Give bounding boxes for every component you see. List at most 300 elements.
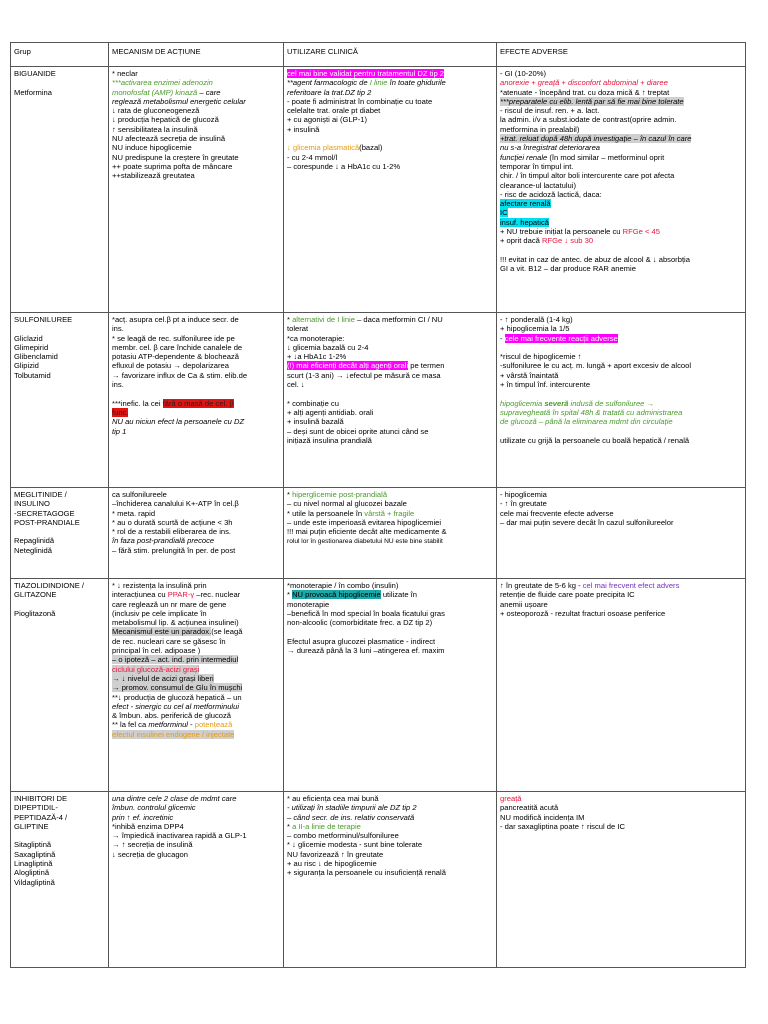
- text-segment: NU induce hipoglicemie: [112, 143, 192, 153]
- cell-line: [500, 255, 742, 264]
- adverse-effects-cell: [497, 313, 746, 488]
- cell-line: [112, 794, 280, 803]
- cell-line: [500, 324, 742, 333]
- header-row: [11, 43, 746, 67]
- text-segment: → promov. consumul de Glu în mușchi: [112, 683, 243, 693]
- cell-line: [112, 803, 280, 812]
- text-segment: scurt (1-3 ani) → ↓efectul pe măsură ce masa: [287, 370, 441, 380]
- text-segment: severă: [544, 398, 569, 408]
- cell-line: [287, 490, 493, 499]
- text-segment: Gliclazid: [14, 333, 43, 343]
- text-segment: * ↓ rezistența la insulină prin: [112, 581, 207, 590]
- cell-line: [500, 803, 742, 812]
- cell-line: [112, 527, 280, 536]
- text-segment: *acț. asupra cel.β pt a induce secr. de: [112, 315, 239, 324]
- text-segment: * au eficiența cea mai bună: [287, 794, 379, 803]
- text-segment: NU predispune la creștere în greutate: [112, 152, 239, 162]
- cell-line: [500, 134, 742, 143]
- cell-line: [112, 600, 280, 609]
- cell-line: [112, 546, 280, 555]
- text-segment: → ↓ nivelul de acizi grași liberi: [112, 673, 214, 683]
- cell-line: [500, 408, 742, 417]
- clinical-use-cell: [284, 579, 497, 792]
- cell-line: [287, 637, 493, 646]
- text-segment: GLITAZONE: [14, 590, 57, 600]
- text-segment: – care: [197, 87, 221, 97]
- cell-line: [112, 683, 280, 692]
- text-segment: Sitagliptină: [14, 840, 52, 850]
- cell-line: [500, 171, 742, 180]
- cell-line: [112, 78, 280, 87]
- cell-line: [500, 236, 742, 245]
- text-segment: -SECRETAGOGE: [14, 508, 75, 518]
- text-segment: INHIBITORI DE: [14, 794, 68, 803]
- cell-line: [500, 794, 742, 803]
- text-segment: * rol de a restabili eliberarea de ins.: [112, 527, 232, 537]
- cell-line: [500, 334, 742, 343]
- mechanism-cell: [109, 313, 284, 488]
- text-segment: ↓ rata de gluconeogeneză: [112, 106, 200, 116]
- drug-class-row: [11, 579, 746, 792]
- cell-line: [500, 600, 742, 609]
- cell-line: [500, 190, 742, 199]
- cell-line: [14, 868, 105, 877]
- cell-line: [14, 850, 105, 859]
- cell-line: [500, 97, 742, 106]
- text-segment: de rec. nucleari care se găsesc în: [112, 636, 226, 646]
- cell-line: [500, 499, 742, 508]
- cell-line: [287, 499, 493, 508]
- text-segment: ↓ glicemia plasmatică: [287, 143, 360, 153]
- text-segment: IC: [500, 208, 508, 218]
- text-segment: – dar mai puțin severe decât în cazul sulfonilureelor: [500, 517, 674, 527]
- cell-line: [500, 343, 742, 352]
- cell-line: [287, 115, 493, 124]
- text-segment: (bazal): [359, 143, 383, 153]
- text-segment: SULFONILUREE: [14, 315, 73, 324]
- cell-line: [500, 153, 742, 162]
- text-segment: una dintre cele 2 clase de mdmt care: [112, 794, 237, 803]
- text-segment: GI a vit. B12 – dar produce RAR anemie: [500, 264, 636, 274]
- cell-line: [287, 646, 493, 655]
- cell-line: [287, 518, 493, 527]
- cell-line: [500, 581, 742, 590]
- text-segment: + alți agenți antidiab. orali: [287, 407, 374, 417]
- text-segment: ↓ secreția de glucagon: [112, 849, 188, 859]
- text-segment: celelalte trat. orale pt diabet: [287, 106, 381, 116]
- text-segment: cele mai frecvente reacții adverse: [504, 333, 618, 343]
- text-segment: + cu agoniști ai (GLP-1): [287, 115, 367, 125]
- cell-line: [112, 618, 280, 627]
- cell-line: [112, 655, 280, 664]
- cell-line: [14, 581, 105, 590]
- cell-line: [112, 665, 280, 674]
- cell-line: [287, 794, 493, 803]
- text-segment: pe termen: [408, 361, 445, 371]
- text-segment: Metformina: [14, 87, 52, 97]
- text-segment: nu s-a înregistrat deteriorarea: [500, 143, 601, 153]
- cell-line: [287, 840, 493, 849]
- cell-line: [112, 850, 280, 859]
- cell-line: [14, 371, 105, 380]
- text-segment: utilizate cu grijă la persoanele cu boală hepatică / renală: [500, 435, 690, 445]
- cell-line: [500, 609, 742, 618]
- cell-line: [14, 334, 105, 343]
- cell-line: [500, 352, 742, 361]
- text-segment: PEPTIDAZĂ-4 /: [14, 812, 68, 822]
- text-segment: *: [287, 821, 293, 831]
- text-segment: – când secr. de ins. relativ conservată: [287, 812, 415, 822]
- cell-line: [287, 380, 493, 389]
- cell-line: [112, 69, 280, 78]
- text-segment: inițiază insulina prandială: [287, 435, 372, 445]
- adverse-effects-cell: [497, 488, 746, 579]
- text-segment: (în mod similar – metforminul oprit: [547, 152, 665, 162]
- cell-line: [14, 859, 105, 868]
- text-segment: * utile la persoanele în: [287, 508, 365, 518]
- cell-line: [112, 711, 280, 720]
- cell-line: [287, 427, 493, 436]
- cell-line: [14, 88, 105, 97]
- text-segment: fără o masă de cel. β: [162, 398, 234, 408]
- cell-line: [500, 218, 742, 227]
- text-segment: ***activarea: [112, 78, 154, 88]
- text-segment: *atenuate - începând trat. cu doza mică & ↑ treptat: [500, 87, 670, 97]
- text-segment: enzimei adenozin: [153, 78, 213, 88]
- cell-line: [287, 581, 493, 590]
- cell-line: [287, 609, 493, 618]
- text-segment: *: [287, 490, 293, 499]
- clinical-use-cell: [284, 792, 497, 968]
- cell-line: [112, 143, 280, 152]
- text-segment: ins.: [112, 380, 124, 390]
- mechanism-cell: [109, 792, 284, 968]
- cell-line: [287, 361, 493, 370]
- text-segment: ↓ producția hepatică de glucoză: [112, 115, 219, 125]
- cell-line: [14, 509, 105, 518]
- header-cell-group: Grup: [11, 43, 109, 67]
- text-segment: ** la fel ca: [112, 720, 149, 730]
- text-segment: retenție de fluide care poate precipita IC: [500, 590, 635, 600]
- text-segment: Glimepirid: [14, 342, 49, 352]
- text-segment: - dar saxagliptina poate ↑ riscul de IC: [500, 821, 625, 831]
- cell-line: [112, 125, 280, 134]
- cell-line: [14, 878, 105, 887]
- text-segment: *ca monoterapie:: [287, 333, 345, 343]
- text-segment: supravegheată în spital 48h & tratată cu administrarea: [500, 407, 683, 417]
- drug-class-row: [11, 792, 746, 968]
- cell-line: [112, 509, 280, 518]
- cell-line: [500, 162, 742, 171]
- text-segment: NU au niciun efect la persoanele cu DZ: [112, 417, 245, 427]
- text-segment: - cu 2-4 mmol/l: [287, 152, 338, 162]
- cell-line: [14, 831, 105, 840]
- text-segment: vârstă + fragile: [364, 508, 415, 518]
- cell-line: [500, 417, 742, 426]
- text-segment: - risc de acidoză lactică, daca:: [500, 189, 602, 199]
- cell-line: [112, 399, 280, 408]
- text-segment: –rec. nuclear: [194, 590, 241, 600]
- cell-line: [112, 315, 280, 324]
- text-segment: * meta. rapid: [112, 508, 156, 518]
- cell-line: [500, 78, 742, 87]
- cell-line: [287, 803, 493, 812]
- text-segment: DIPEPTIDIL-: [14, 803, 58, 813]
- text-segment: ***preparatele cu elib. lentă par să fie mai bine tolerate: [500, 96, 684, 106]
- cell-line: [112, 627, 280, 636]
- cell-line: [287, 334, 493, 343]
- cell-line: [287, 850, 493, 859]
- adverse-effects-cell: [497, 792, 746, 968]
- text-segment: + hipoglicemia la 1/5: [500, 324, 570, 334]
- text-segment: monofosfat (AMP) kinază: [112, 87, 198, 97]
- text-segment: NU provoacă hipoglicemie: [292, 590, 381, 600]
- cell-line: [287, 97, 493, 106]
- text-segment: Linagliptină: [14, 859, 53, 869]
- text-segment: funcției renale: [500, 152, 548, 162]
- text-segment: & îmbun. abs. periferică de glucoză: [112, 711, 232, 721]
- cell-line: [287, 859, 493, 868]
- text-segment: NU favorizează ↑ în greutate: [287, 849, 384, 859]
- cell-line: [14, 600, 105, 609]
- text-segment: func.: [112, 407, 129, 417]
- text-segment: Pioglitazonă: [14, 608, 56, 618]
- cell-line: [112, 427, 280, 436]
- cell-line: [500, 246, 742, 255]
- cell-line: [287, 143, 493, 152]
- cell-line: [14, 546, 105, 555]
- text-segment: **agent farmacologic de: [287, 78, 370, 88]
- text-segment: efluxul de potasiu → depolarizarea: [112, 361, 229, 371]
- text-segment: → împiedică inactivarea rapidă a GLP-1: [112, 831, 247, 841]
- text-segment: RFGe ↓ sub 30: [542, 236, 594, 246]
- cell-line: [112, 674, 280, 683]
- cell-line: [112, 581, 280, 590]
- cell-line: [287, 813, 493, 822]
- cell-line: [287, 509, 493, 518]
- drug-class-table: [10, 42, 746, 968]
- cell-line: [112, 590, 280, 599]
- cell-line: [112, 380, 280, 389]
- text-segment: → durează până la 3 luni –atingerea ef. maxim: [287, 646, 445, 656]
- cell-line: [287, 536, 493, 546]
- cell-line: [287, 527, 493, 536]
- cell-line: [500, 264, 742, 273]
- text-segment: insuf. hepatică: [500, 217, 549, 227]
- text-segment: * combinație cu: [287, 398, 339, 408]
- text-segment: ins.: [112, 324, 124, 334]
- cell-line: [14, 840, 105, 849]
- text-segment: ++ poate suprima pofta de mâncare: [112, 161, 233, 171]
- text-segment: Alogliptină: [14, 868, 50, 878]
- cell-line: [500, 88, 742, 97]
- cell-line: [500, 199, 742, 208]
- text-segment: I linie: [369, 78, 388, 88]
- cell-line: [500, 115, 742, 124]
- text-segment: – deși sunt de obicei oprite atunci când se: [287, 426, 429, 436]
- text-segment: POST-PRANDIALE: [14, 517, 80, 527]
- cell-line: [112, 693, 280, 702]
- text-segment: – corespunde ↓ a HbA1c cu 1-2%: [287, 161, 401, 171]
- text-segment: GLIPTINE: [14, 821, 49, 831]
- cell-line: [500, 590, 742, 599]
- cell-line: [14, 822, 105, 831]
- cell-line: [112, 813, 280, 822]
- text-segment: - riscul de insuf. ren. + a. lact.: [500, 106, 600, 116]
- text-segment: anemii ușoare: [500, 599, 548, 609]
- cell-line: [112, 162, 280, 171]
- text-segment: ↑ în greutate de 5-6 kg -: [500, 581, 583, 590]
- text-segment: în toate ghidurile: [387, 78, 446, 88]
- cell-line: [287, 590, 493, 599]
- text-segment: cel mai bine validat pentru tratamentul DZ tip 2: [287, 69, 445, 78]
- cell-line: [14, 609, 105, 618]
- text-segment: alternativi de I linie: [292, 315, 355, 324]
- cell-line: [112, 334, 280, 343]
- text-segment: pancreatită acută: [500, 803, 559, 813]
- text-segment: hipoglicemia: [500, 398, 545, 408]
- text-segment: metabolismul lip. & acțiunea insulinei): [112, 618, 239, 628]
- text-segment: – daca metformin CI / NU: [354, 315, 443, 324]
- cell-line: [287, 399, 493, 408]
- cell-line: [112, 97, 280, 106]
- clinical-use-cell: [284, 313, 497, 488]
- text-segment: –benefică în mod special în boala ficatului gras: [287, 608, 445, 618]
- text-segment: îmbun. controlul glicemic: [112, 803, 196, 813]
- text-segment: *riscul de hipoglicemie ↑: [500, 352, 582, 362]
- text-segment: → ↑ secreția de insulină: [112, 840, 193, 850]
- text-segment: + ↓a HbA1c 1-2%: [287, 352, 347, 362]
- text-segment: ca sulfonilureele: [112, 490, 167, 499]
- cell-line: [500, 361, 742, 370]
- adverse-effects-cell: [497, 67, 746, 313]
- text-segment: ***inefic. la cei: [112, 398, 163, 408]
- text-segment: *inhibă enzima DPP4: [112, 821, 184, 831]
- text-segment: a II-a linie de terapie: [292, 821, 361, 831]
- text-segment: utilizate în: [380, 590, 418, 600]
- cell-line: [500, 436, 742, 445]
- cell-line: [287, 106, 493, 115]
- cell-line: [14, 527, 105, 536]
- text-segment: + insulină bazală: [287, 417, 344, 427]
- text-segment: non-alcoolic (comorbiditate frec. a DZ tip 2): [287, 618, 433, 628]
- cell-line: [112, 134, 280, 143]
- cell-line: [500, 399, 742, 408]
- text-segment: -: [187, 720, 195, 730]
- text-segment: Mecanismul este un paradox.: [112, 627, 212, 637]
- mechanism-cell: [109, 488, 284, 579]
- cell-line: [500, 509, 742, 518]
- cell-line: [500, 490, 742, 499]
- text-segment: (inclusiv pe cele implicate în: [112, 608, 207, 618]
- text-segment: rolul lor în gestionarea diabetului NU este bine stabilit: [287, 538, 443, 546]
- text-segment: Glipizid: [14, 361, 39, 371]
- text-segment: ++stabilizează greutatea: [112, 171, 195, 181]
- text-segment: potasiu ATP-dependente & blochează: [112, 352, 239, 362]
- cell-line: [500, 813, 742, 822]
- cell-line: [14, 324, 105, 333]
- text-segment: + oprit dacă: [500, 236, 543, 246]
- text-segment: interacțiunea cu: [112, 590, 168, 600]
- text-segment: - ↑ ponderală (1-4 kg): [500, 315, 573, 324]
- text-segment: - GI (10-20%): [500, 69, 546, 78]
- cell-line: [287, 69, 493, 78]
- cell-line: [112, 153, 280, 162]
- cell-line: [14, 536, 105, 545]
- cell-line: [287, 822, 493, 831]
- text-segment: la admin. i/v a subst.iodate de contrast(oprire admin.: [500, 115, 677, 125]
- cell-line: [112, 408, 280, 417]
- text-segment: – fără stim. prelungită în per. de post: [112, 545, 236, 555]
- cell-line: [500, 371, 742, 380]
- mechanism-cell: [109, 579, 284, 792]
- text-segment: tip 1: [112, 426, 127, 436]
- text-segment: (!) mai eficienți decât alți agenți orali: [287, 361, 409, 371]
- cell-line: [112, 840, 280, 849]
- text-segment: indusă de sulfoniluree →: [568, 398, 655, 408]
- text-segment: * neclar: [112, 69, 138, 78]
- cell-line: [112, 361, 280, 370]
- cell-line: [287, 88, 493, 97]
- text-segment: –închiderea canalului K+-ATP în cel.β: [112, 499, 239, 509]
- cell-line: [287, 436, 493, 445]
- cell-line: [287, 153, 493, 162]
- text-segment: PPAR-γ: [167, 590, 195, 600]
- cell-line: [287, 134, 493, 143]
- text-segment: ↑ sensibilitatea la insulină: [112, 124, 198, 134]
- text-segment: membr. cel. β care închide canalele de: [112, 342, 243, 352]
- mechanism-cell: [109, 67, 284, 313]
- text-segment: anorexie + greață + disconfort abdominal + diaree: [500, 78, 668, 88]
- text-segment: chir. / în timpul altor boli intercurente care pot afecta: [500, 171, 675, 181]
- cell-line: [500, 125, 742, 134]
- text-segment: *: [287, 590, 293, 600]
- text-segment: * ↓ glicemie modesta - sunt bine tolerate: [287, 840, 423, 850]
- text-segment: * au o durată scurtă de acțiune < 3h: [112, 517, 233, 527]
- cell-line: [112, 106, 280, 115]
- text-segment: → favorizare influx de Ca & stim. elib.de: [112, 370, 248, 380]
- text-segment: – unde este imperioasă evitarea hipoglicemiei: [287, 517, 442, 527]
- text-segment: – combo metforminul/sulfoniluree: [287, 831, 399, 841]
- cell-line: [112, 646, 280, 655]
- cell-line: [287, 162, 493, 171]
- text-segment: cele mai frecvente efecte adverse: [500, 508, 614, 518]
- cell-line: [14, 78, 105, 87]
- text-segment: - ↑ în greutate: [500, 499, 547, 509]
- cell-line: [14, 490, 105, 499]
- cell-line: [287, 371, 493, 380]
- text-segment: +trat. reluat după 48h după investigație – în cazul în care: [500, 134, 692, 144]
- cell-line: [500, 143, 742, 152]
- text-segment: metforminul: [148, 720, 188, 730]
- cell-line: [287, 352, 493, 361]
- text-segment: -sulfoniluree le cu acț. m. lungă + aport excesiv de alcool: [500, 361, 692, 371]
- text-segment: clearance-ul lactatului): [500, 180, 576, 190]
- cell-line: [112, 115, 280, 124]
- cell-line: [14, 518, 105, 527]
- cell-line: [287, 315, 493, 324]
- drug-class-row: [11, 67, 746, 313]
- text-segment: monoterapie: [287, 599, 330, 609]
- cell-line: [287, 324, 493, 333]
- text-segment: *monoterapie / în combo (insulin): [287, 581, 399, 590]
- cell-line: [500, 227, 742, 236]
- text-segment: BIGUANIDE: [14, 69, 56, 78]
- text-segment: prin ↑ ef. incretinic: [112, 812, 174, 822]
- cell-line: [500, 69, 742, 78]
- cell-line: [112, 609, 280, 618]
- cell-line: [14, 361, 105, 370]
